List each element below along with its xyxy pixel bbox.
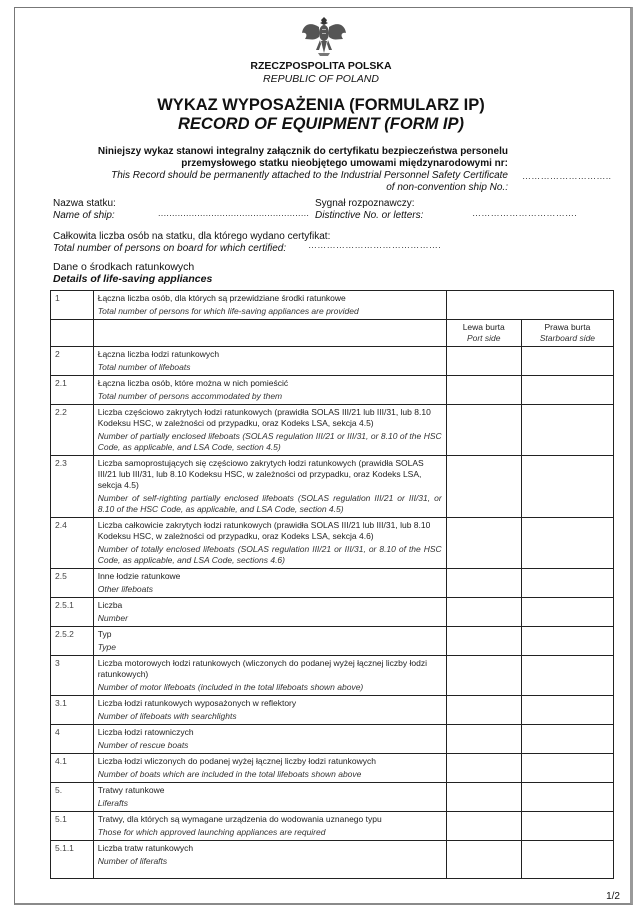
ship-name-label-pl: Nazwa statku: bbox=[53, 198, 116, 209]
total-persons-cell[interactable] bbox=[446, 291, 613, 320]
row-description bbox=[93, 376, 446, 405]
row-text-en: Number bbox=[97, 613, 128, 623]
port-side-pl: Lewa burta bbox=[462, 322, 505, 332]
row-number: 2.4 bbox=[51, 518, 94, 569]
row-description bbox=[93, 754, 446, 783]
row-text-pl: Tratwy, dla których są wymagane urządzenia do wodowania uznanego typu bbox=[97, 814, 382, 824]
row-text-pl: Liczba tratw ratunkowych bbox=[97, 843, 194, 853]
port-side-cell[interactable] bbox=[446, 812, 521, 841]
starboard-side-cell[interactable] bbox=[521, 518, 613, 569]
row-description bbox=[93, 456, 446, 518]
row-text-en: Those for which approved launching appliances are required bbox=[97, 827, 326, 837]
starboard-side-cell[interactable] bbox=[521, 754, 613, 783]
row-number: 4 bbox=[51, 725, 94, 754]
row-description bbox=[93, 598, 446, 627]
port-side-cell[interactable] bbox=[446, 598, 521, 627]
starboard-side-cell[interactable] bbox=[521, 456, 613, 518]
port-side-cell[interactable] bbox=[446, 347, 521, 376]
starboard-side-en: Starboard side bbox=[539, 333, 596, 343]
row-text-pl: Tratwy ratunkowe bbox=[97, 785, 165, 795]
row-text-pl: Liczba samoprostujących się częściowo zakrytych łodzi ratunkowych (prawidła SOLAS III/21 lub III/31, lub 8.10 Kodeksu HSC, w zależności od przypadku, oraz Kodeks LSA, sekcja 4.5) bbox=[97, 458, 424, 490]
row-text-en: Number of totally enclosed lifeboats (SOLAS regulation III/21 or III/31, or 8.10 of the HSC Code, as applicable, and LSA Code, sections 4.6) bbox=[97, 544, 442, 565]
row-text-en: Number of boats which are included in the total lifeboats shown above bbox=[97, 769, 362, 779]
row-description bbox=[93, 783, 446, 812]
row-description bbox=[93, 405, 446, 456]
persons-certified-label-pl: Całkowita liczba osób na statku, dla którego wydano certyfikat: bbox=[53, 231, 331, 242]
table-row bbox=[51, 696, 614, 725]
starboard-side-pl: Prawa burta bbox=[544, 322, 591, 332]
attachment-statement bbox=[38, 146, 508, 194]
row-text-pl: Liczba częściowo zakrytych łodzi ratunkowych (prawidła SOLAS III/21 lub III/31, lub 8.10 Kodeksu HSC, w zależności od przypadku, oraz Kodeks LSA, sekcja 4.5) bbox=[97, 407, 431, 428]
row-text-en: Total number of lifeboats bbox=[97, 362, 191, 372]
distinctive-label-pl: Sygnał rozpoznawczy: bbox=[315, 198, 415, 209]
table-row bbox=[51, 656, 614, 696]
starboard-side-cell[interactable] bbox=[521, 783, 613, 812]
row-text-en: Number of self-righting partially enclosed lifeboats (SOLAS regulation III/21 or III/31, or 8.10 of the HSC Code, as applicable, and LSA Code, section 4.5) bbox=[97, 493, 442, 514]
row-text-pl: Łączna liczba osób, dla których są przewidziane środki ratunkowe bbox=[97, 293, 346, 303]
row-description bbox=[93, 518, 446, 569]
table-row bbox=[51, 376, 614, 405]
starboard-side-cell[interactable] bbox=[521, 569, 613, 598]
equipment-table bbox=[50, 290, 614, 879]
persons-certified-label-en: Total number of persons on board for which certified: bbox=[53, 242, 287, 254]
row-text-en: Liferafts bbox=[97, 798, 128, 808]
row-text-en: Type bbox=[97, 642, 116, 652]
row-number: 5.1.1 bbox=[51, 841, 94, 879]
port-side-cell[interactable] bbox=[446, 518, 521, 569]
row-description bbox=[93, 812, 446, 841]
row-text-pl: Liczba łodzi ratunkowych wyposażonych w reflektory bbox=[97, 698, 297, 708]
starboard-side-header bbox=[521, 320, 613, 347]
column-header-row bbox=[51, 320, 614, 347]
attachment-line1-en: This Record should be permanently attached to the Industrial Personnel Safety Certificate bbox=[111, 170, 508, 181]
port-side-cell[interactable] bbox=[446, 841, 521, 879]
row-description bbox=[93, 696, 446, 725]
port-side-cell[interactable] bbox=[446, 783, 521, 812]
port-side-cell[interactable] bbox=[446, 456, 521, 518]
polish-eagle-emblem-icon bbox=[300, 13, 348, 59]
distinctive-label-en: Distinctive No. or letters: bbox=[315, 209, 424, 221]
row-text-en: Number of lifeboats with searchlights bbox=[97, 711, 237, 721]
row-text-en: Number of partially enclosed lifeboats (SOLAS regulation III/21 or III/31, or 8.10 of the HSC Code, as applicable, and LSA Code, section 4.5) bbox=[97, 431, 442, 452]
row-text-pl: Liczba bbox=[97, 600, 123, 610]
row-description bbox=[93, 627, 446, 656]
port-side-cell[interactable] bbox=[446, 725, 521, 754]
row-number: 5. bbox=[51, 783, 94, 812]
empty-header-cell bbox=[93, 320, 446, 347]
row-text-en: Other lifeboats bbox=[97, 584, 153, 594]
table-row bbox=[51, 291, 614, 320]
port-side-cell[interactable] bbox=[446, 569, 521, 598]
starboard-side-cell[interactable] bbox=[521, 812, 613, 841]
row-number: 2.2 bbox=[51, 405, 94, 456]
distinctive-label bbox=[315, 198, 423, 221]
row-number: 1 bbox=[51, 291, 94, 320]
country-name-en: REPUBLIC OF POLAND bbox=[263, 73, 379, 85]
row-description bbox=[93, 569, 446, 598]
row-number: 2.3 bbox=[51, 456, 94, 518]
row-number: 5.1 bbox=[51, 812, 94, 841]
ship-name-label bbox=[53, 198, 116, 221]
starboard-side-cell[interactable] bbox=[521, 376, 613, 405]
starboard-side-cell[interactable] bbox=[521, 347, 613, 376]
row-description bbox=[93, 347, 446, 376]
row-number: 3 bbox=[51, 656, 94, 696]
table-row bbox=[51, 405, 614, 456]
country-name-pl: RZECZPOSPOLITA POLSKA bbox=[250, 60, 392, 72]
row-number: 4.1 bbox=[51, 754, 94, 783]
row-text-pl: Liczba łodzi ratowniczych bbox=[97, 727, 194, 737]
section-title-pl: Dane o środkach ratunkowych bbox=[53, 261, 195, 273]
table-row bbox=[51, 783, 614, 812]
table-row bbox=[51, 812, 614, 841]
certificate-number-field[interactable]: ……………………….. bbox=[522, 171, 612, 181]
port-side-cell[interactable] bbox=[446, 405, 521, 456]
port-side-header bbox=[446, 320, 521, 347]
ship-name-label-en: Name of ship: bbox=[53, 209, 115, 221]
row-description bbox=[93, 656, 446, 696]
table-row bbox=[51, 518, 614, 569]
port-side-cell[interactable] bbox=[446, 627, 521, 656]
port-side-cell[interactable] bbox=[446, 376, 521, 405]
table-row bbox=[51, 841, 614, 879]
row-number: 2.5.1 bbox=[51, 598, 94, 627]
persons-certified-label bbox=[53, 231, 330, 254]
table-row bbox=[51, 627, 614, 656]
row-description bbox=[93, 725, 446, 754]
starboard-side-cell[interactable] bbox=[521, 627, 613, 656]
section-title-en: Details of life-saving appliances bbox=[53, 273, 213, 285]
table-row bbox=[51, 725, 614, 754]
starboard-side-cell[interactable] bbox=[521, 598, 613, 627]
port-side-cell[interactable] bbox=[446, 656, 521, 696]
row-text-en: Number of liferafts bbox=[97, 856, 168, 866]
row-number: 2.5.2 bbox=[51, 627, 94, 656]
starboard-side-cell[interactable] bbox=[521, 725, 613, 754]
attachment-line2-pl: przemysłowego statku nieobjętego umowami międzynarodowymi nr: bbox=[181, 158, 508, 169]
table-row bbox=[51, 569, 614, 598]
starboard-side-cell[interactable] bbox=[521, 656, 613, 696]
row-text-pl: Liczba łodzi wliczonych do podanej wyżej łącznej liczby łodzi ratunkowych bbox=[97, 756, 376, 766]
row-text-en: Number of rescue boats bbox=[97, 740, 189, 750]
table-row bbox=[51, 456, 614, 518]
document-title-en: RECORD OF EQUIPMENT (FORM IP) bbox=[178, 115, 464, 133]
page-number: 1/2 bbox=[606, 891, 620, 902]
distinctive-field[interactable]: ……………………………. bbox=[472, 208, 578, 218]
row-number: 3.1 bbox=[51, 696, 94, 725]
row-description bbox=[93, 291, 446, 320]
table-row bbox=[51, 347, 614, 376]
row-description bbox=[93, 841, 446, 879]
port-side-en: Port side bbox=[466, 333, 501, 343]
port-side-cell[interactable] bbox=[446, 696, 521, 725]
row-text-pl: Liczba całkowicie zakrytych łodzi ratunkowych (prawidła SOLAS III/21 lub III/31, lub 8.10 Kodeksu HSC, w zależności od przypadku, oraz Kodeks LSA, sekcja 4.6) bbox=[97, 520, 431, 541]
starboard-side-cell[interactable] bbox=[521, 696, 613, 725]
attachment-line2-en: of non-convention ship No.: bbox=[386, 182, 508, 193]
row-text-en: Number of motor lifeboats (included in the total lifeboats shown above) bbox=[97, 682, 364, 692]
persons-certified-field[interactable]: ……………………………………. bbox=[308, 240, 442, 250]
ship-name-field[interactable]: ...................................................... bbox=[158, 208, 310, 218]
row-number: 2.1 bbox=[51, 376, 94, 405]
row-text-en: Total number of persons for which life-saving appliances are provided bbox=[97, 306, 359, 316]
port-side-cell[interactable] bbox=[446, 754, 521, 783]
row-text-en: Total number of persons accommodated by them bbox=[97, 391, 283, 401]
row-text-pl: Typ bbox=[97, 629, 112, 639]
table-row bbox=[51, 754, 614, 783]
row-text-pl: Inne łodzie ratunkowe bbox=[97, 571, 181, 581]
row-number: 2 bbox=[51, 347, 94, 376]
row-text-pl: Łączna liczba łodzi ratunkowych bbox=[97, 349, 220, 359]
document-title-pl: WYKAZ WYPOSAŻENIA (FORMULARZ IP) bbox=[157, 96, 485, 114]
starboard-side-cell[interactable] bbox=[521, 405, 613, 456]
row-number: 2.5 bbox=[51, 569, 94, 598]
row-text-pl: Liczba motorowych łodzi ratunkowych (wliczonych do podanej wyżej łącznej liczby łodzi ratunkowych) bbox=[97, 658, 428, 679]
row-text-pl: Łączna liczba osób, które można w nich pomieścić bbox=[97, 378, 289, 388]
attachment-line1-pl: Niniejszy wykaz stanowi integralny załącznik do certyfikatu bezpieczeństwa personelu bbox=[97, 146, 508, 157]
section-heading bbox=[53, 261, 212, 285]
empty-header-cell bbox=[51, 320, 94, 347]
table-row bbox=[51, 598, 614, 627]
starboard-side-cell[interactable] bbox=[521, 841, 613, 879]
